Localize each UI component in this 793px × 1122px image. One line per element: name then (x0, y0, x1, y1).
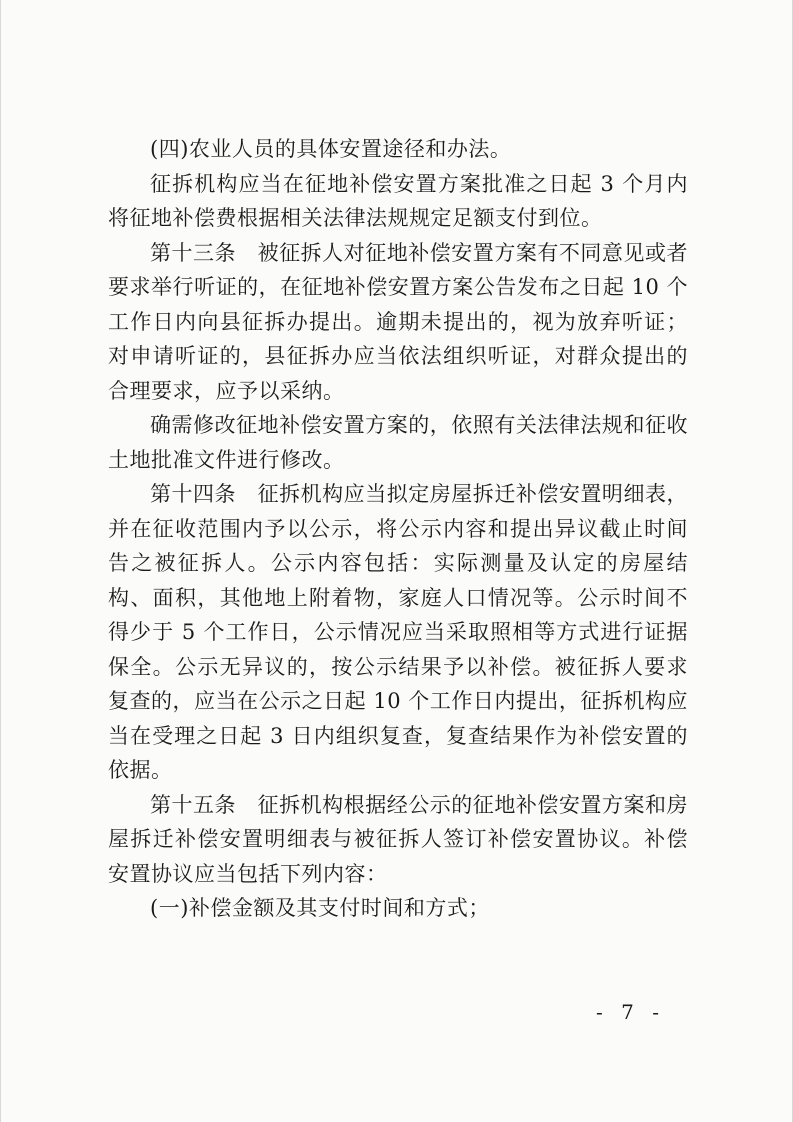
page-number: - 7 - (596, 1000, 665, 1024)
paragraph-article-13: 第十三条 被征拆人对征地补偿安置方案有不同意见或者要求举行听证的，在征地补偿安置方案公告发布之日起 10 个工作日内向县征拆办提出。逾期未提出的，视为放弃听证；对申请听证的，县征拆办应当依法组织听证，对群众提出的合理要求，应予以采纳。 (108, 240, 688, 403)
paragraph-article-15: 第十五条 征拆机构根据经公示的征地补偿安置方案和房屋拆迁补偿安置明细表与被征拆人签订补偿安置协议。补偿安置协议应当包括下列内容： (108, 792, 688, 886)
paragraph-payment-deadline: 征拆机构应当在征地补偿安置方案批准之日起 3 个月内将征地补偿费根据相关法律法规规定足额支付到位。 (108, 171, 688, 230)
paragraph-plan-revision: 确需修改征地补偿安置方案的，依照有关法律法规和征收土地批准文件进行修改。 (108, 413, 688, 472)
document-body (108, 132, 688, 926)
paragraph-article-14: 第十四条 征拆机构应当拟定房屋拆迁补偿安置明细表，并在征收范围内予以公示，将公示内容和提出异议截止时间告之被征拆人。公示内容包括：实际测量及认定的房屋结构、面积，其他地上附着物，家庭人口情况等。公示时间不得少于 5 个工作日，公示情况应当采取照相等方式进行证据保全。公示无异议的，按公示结果予以补偿。被征拆人要求复查的，应当在公示之日起 10 个工作日内提出，征拆机构应当在受理之日起 3 日内组织复查，复查结果作为补偿安置的依据。 (108, 482, 688, 782)
paragraph-item-4-4: (四)农业人员的具体安置途径和办法。 (150, 137, 512, 161)
paragraph-item-15-1: (一)补偿金额及其支付时间和方式； (150, 896, 490, 920)
